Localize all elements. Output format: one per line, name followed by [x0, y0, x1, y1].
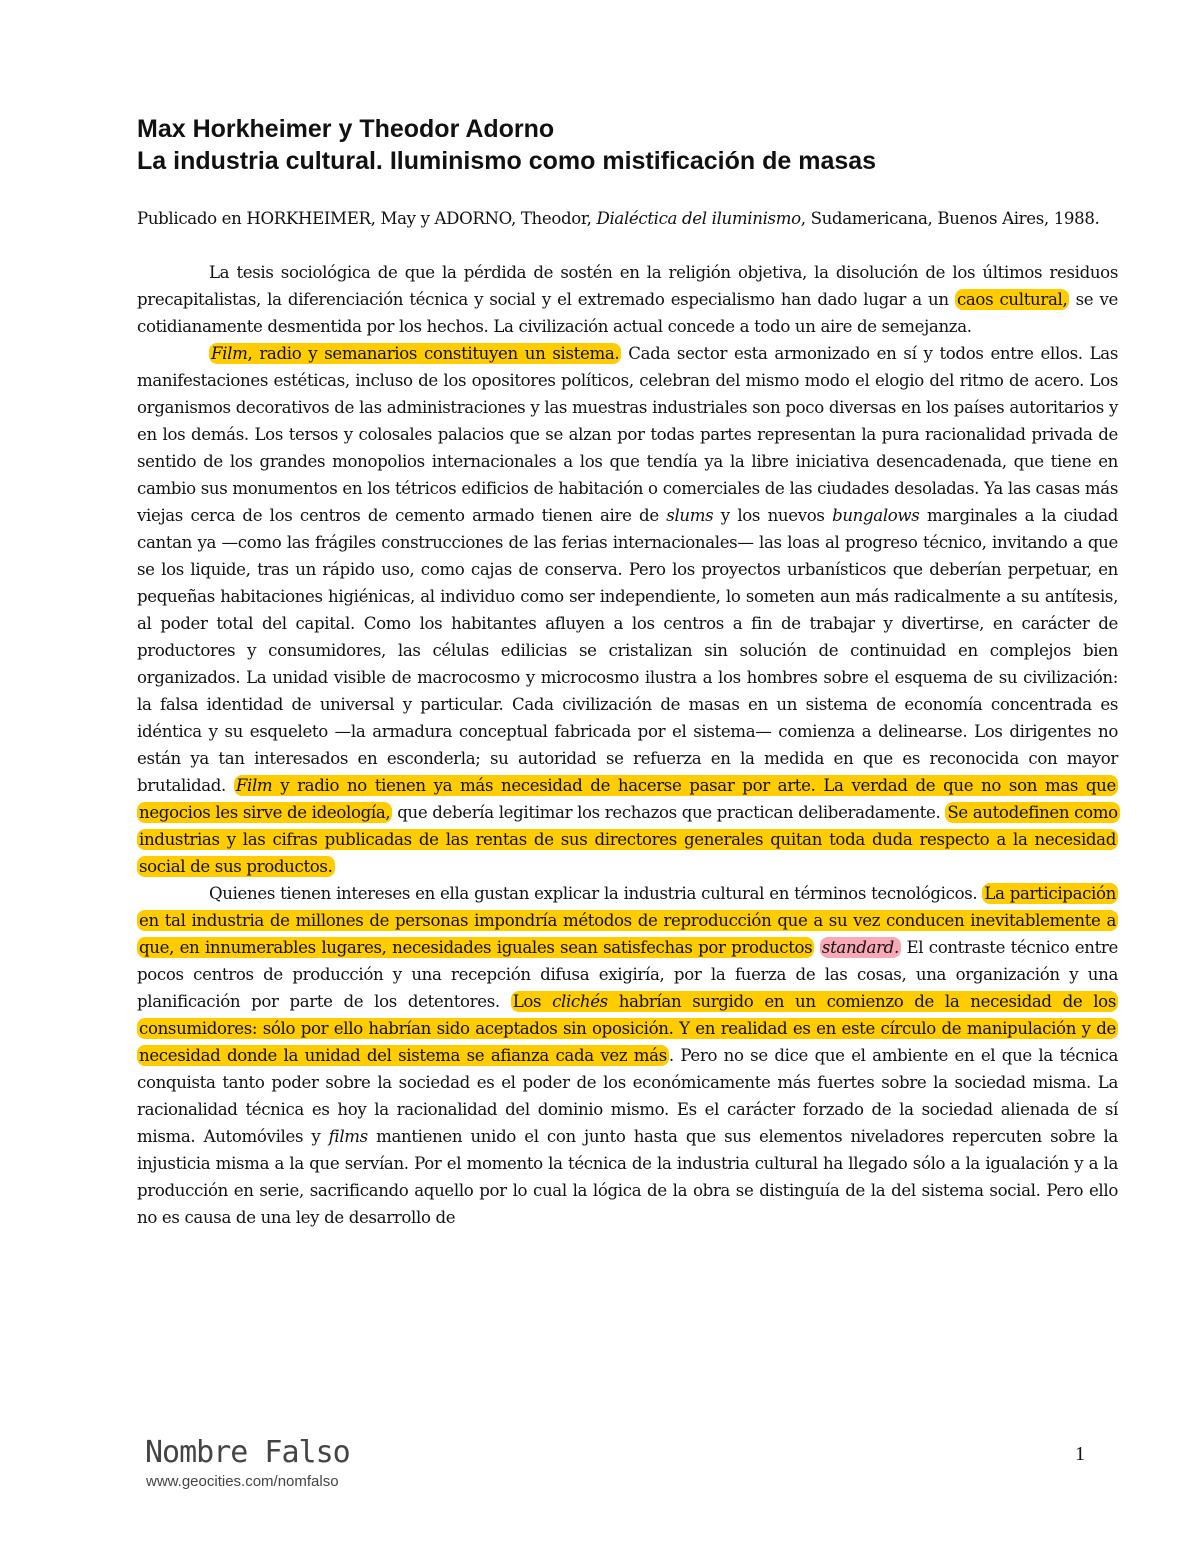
- highlight: Los clichés habrían surgido en un comienzo de la necesidad de los consumidores: sólo por ello habrían sido aceptados sin oposición. Y en realidad es en este círculo de manipulación y de necesidad donde la unidad del sistema se afianza cada vez más: [139, 992, 1116, 1065]
- highlight: Film, radio y semanarios constituyen un sistema.: [211, 344, 620, 363]
- footer-logo: Nombre Falso: [145, 1435, 350, 1470]
- highlight: La participación en tal industria de millones de personas impondría métodos de reproducción que a su vez conducen inevitablemente a que, en innumerables lugares, necesidades iguales sean satisfechas por productos: [139, 884, 1116, 957]
- highlight: caos cultural,: [956, 290, 1068, 309]
- highlight-pink: standard.: [821, 938, 899, 957]
- document-title: La industria cultural. Iluminismo como mistificación de masas: [137, 147, 877, 175]
- footer-url[interactable]: www.geocities.com/nomfalso: [146, 1473, 339, 1490]
- highlight: Se autodefinen como industrias y las cifras publicadas de las rentas de sus directores generales quitan toda duda respecto a la necesidad social de sus productos.: [139, 803, 1118, 876]
- paragraph-1: La tesis sociológica de que la pérdida de sostén en la religión objetiva, la disolución de los últimos residuos precapitalistas, la diferenciación técnica y social y el extremado especialismo han dado lugar a un caos cultural, se ve cotidianamente desmentida por los hechos. La civilización actual concede a todo un aire de semejanza.: [137, 263, 1118, 336]
- highlight: Film y radio no tienen ya más necesidad de hacerse pasar por arte. La verdad de que no son mas que negocios les sirve de ideología,: [139, 776, 1116, 822]
- book-title: Dialéctica del iluminismo: [596, 209, 801, 228]
- paragraph-3: Quienes tienen intereses en ella gustan explicar la industria cultural en términos tecnológicos. La participación en tal industria de millones de personas impondría métodos de reproducción que a su vez conducen inevitablemente a que, en innumerables lugares, necesidades iguales sean satisfechas por productos standard. El contraste técnico entre pocos centros de producción y una recepción difusa exigiría, por la fuerza de las cosas, una organización y una planificación por parte de los detentores. Los clichés habrían surgido en un comienzo de la necesidad de los consumidores: sólo por ello habrían sido aceptados sin oposición. Y en realidad es en este círculo de manipulación y de necesidad donde la unidad del sistema se afianza cada vez más . Pero no se dice que el ambiente en el que la técnica conquista tanto poder sobre la sociedad es el poder de los económicamente más fuertes sobre la sociedad misma. La racionalidad técnica es hoy la racionalidad del dominio mismo. Es el carácter forzado de la sociedad alienada de sí misma. Automóviles y films mantienen unido el con junto hasta que sus elementos niveladores repercuten sobre la injusticia misma a la que servían. Por el momento la técnica de la industria cultural ha llegado sólo a la igualación y a la producción en serie, sacrificando aquello por lo cual la lógica de la obra se distinguía de la del sistema social. Pero ello no es causa de una ley de desarrollo de: [137, 884, 1118, 1227]
- publication-prefix: Publicado en HORKHEIMER, May y ADORNO, Theodor,: [137, 209, 597, 228]
- document-heading: [137, 113, 1097, 177]
- paragraph-2: Film, radio y semanarios constituyen un sistema. Cada sector esta armonizado en sí y todos entre ellos. Las manifestaciones estéticas, incluso de los opositores políticos, celebran del mismo modo el elogio del ritmo de acero. Los organismos decorativos de las administraciones y las muestras industriales son poco diversas en los países autoritarios y en los demás. Los tersos y colosales palacios que se alzan por todas partes representan la pura racionalidad privada de sentido de los grandes monopolios internacionales a los que tendía ya la libre iniciativa desencadenada, que tiene en cambio sus monumentos en los tétricos edificios de habitación o comerciales de las ciudades desoladas. Ya las casas más viejas cerca de los centros de cemento armado tienen aire de slums y los nuevos bungalows marginales a la ciudad cantan ya —como las frágiles construcciones de las ferias internacionales— las loas al progreso técnico, invitando a que se los liquide, tras un rápido uso, como cajas de conserva. Pero los proyectos urbanísticos que deberían perpetuar, en pequeñas habitaciones higiénicas, al individuo como ser independiente, lo someten aun más radicalmente a su antítesis, al poder total del capital. Como los habitantes afluyen a los centros a fin de trabajar y divertirse, en carácter de productores y consumidores, las células edilicias se cristalizan sin solución de continuidad en complejos bien organizados. La unidad visible de macrocosmo y microcosmo ilustra a los hombres sobre el esquema de su civilización: la falsa identidad de universal y particular. Cada civilización de masas en un sistema de economía concentrada es idéntica y su esqueleto —la armadura conceptual fabricada por el sistema— comienza a delinearse. Los dirigentes no están ya tan interesados en esconderla; su autoridad se refuerza en la medida en que es reconocida con mayor brutalidad. Film y radio no tienen ya más necesidad de hacerse pasar por arte. La verdad de que no son mas que negocios les sirve de ideología, que debería legitimar los rechazos que practican deliberadamente. Se autodefinen como industrias y las cifras publicadas de las rentas de sus directores generales quitan toda duda respecto a la necesidad social de sus productos.: [137, 344, 1119, 876]
- publication-info: [137, 205, 1118, 232]
- document-body: [137, 205, 1118, 1231]
- publication-suffix: , Sudamericana, Buenos Aires, 1988.: [800, 209, 1100, 228]
- authors-heading: Max Horkheimer y Theodor Adorno: [137, 115, 555, 143]
- page-number: 1: [1075, 1443, 1085, 1465]
